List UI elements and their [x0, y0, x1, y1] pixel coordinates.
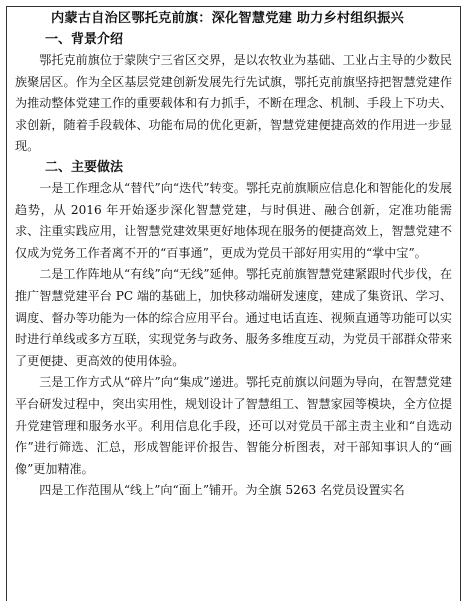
paragraph-work-scope: 四是工作范围从“线上”向“面上”铺开。为全旗 5263 名党员设置实名	[39, 483, 405, 498]
section-heading-main-practices: 二、主要做法	[45, 159, 124, 175]
paragraph-background: 鄂托克前旗位于蒙陕宁三省区交界，是以农牧业为基础、工业占主导的少数民族聚居区。作为全区基层党建创新发展先行先试旗，鄂托克前旗坚持把智慧党建作为推动整体党建工作的重要载体和有力抓手，不断在理念、机制、手段上下功夫、求创新，随着手段载体、功能布局的优化更新，智慧党建便捷高效的作用进一步显现。	[15, 53, 452, 154]
section-heading-background: 一、背景介绍	[45, 32, 124, 47]
paragraph-work-position: 二是工作阵地从“有线”向“无线”延伸。鄂托克前旗智慧党建紧跟时代步伐，在推广智慧党建平台 PC 端的基础上，加快移动端研发速度，建成了集资讯、学习、调度、督办等功能为一体的综合应用平台。通过电话直连、视频直通等功能可以实时进行单线或多方互联，实现党务与政务、服务多维度互动，为党员干部群众带来了更便捷、更高效的使用体验。	[15, 267, 452, 368]
paragraph-work-method: 三是工作方式从“碎片”向“集成”递进。鄂托克前旗以问题为导向，在智慧党建平台研发过程中，突出实用性，规划设计了智慧组工、智慧家园等模块，全方位提升党建管理和服务水平。利用信息化手段，还可以对党员干部主责主业和“自选动作”进行筛选、汇总，形成智能评价报告、智能分析图表，对干部知事识人的“画像”更加精准。	[15, 375, 452, 476]
document-page	[6, 6, 461, 601]
document-title: 内蒙古自治区鄂托克前旗：深化智慧党建 助力乡村组织振兴	[51, 11, 404, 26]
paragraph-work-concept: 一是工作理念从“替代”向“迭代”转变。鄂托克前旗顺应信息化和智能化的发展趋势，从 2016 年开始逐步深化智慧党建，与时俱进、融合创新，定准功能需求、注重实践应用，让智慧党建效果更好地体现在服务的便捷高效上，智慧党建不仅成为党务工作者离不开的“百事通”，更成为党员干部好用实用的“掌中宝”。	[15, 180, 452, 260]
